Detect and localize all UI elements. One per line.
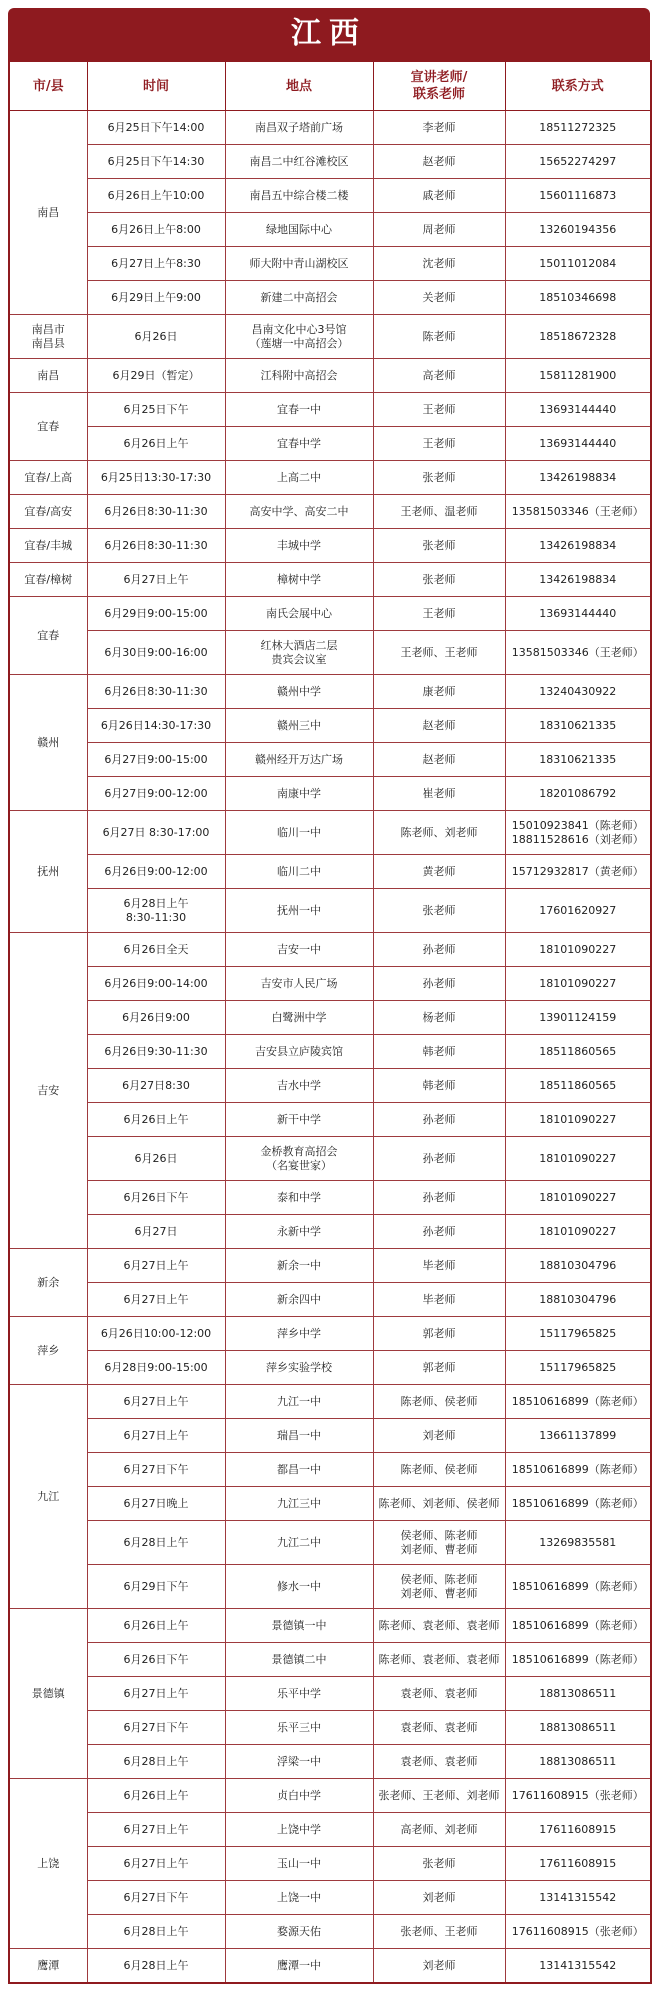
cell-location: 昌南文化中心3号馆 （莲塘一中高招会） [225, 315, 373, 359]
cell-teacher: 王老师 [373, 597, 505, 631]
cell-time: 6月27日上午 [87, 1385, 225, 1419]
cell-contact: 13240430922 [505, 675, 651, 709]
cell-time: 6月27日下午 [87, 1711, 225, 1745]
cell-location: 抚州一中 [225, 889, 373, 933]
header-teacher: 宣讲老师/ 联系老师 [373, 61, 505, 111]
cell-location: 南昌双子塔前广场 [225, 111, 373, 145]
cell-time: 6月29日9:00-15:00 [87, 597, 225, 631]
cell-teacher: 张老师 [373, 1847, 505, 1881]
header-location: 地点 [225, 61, 373, 111]
cell-teacher: 黄老师 [373, 855, 505, 889]
cell-time: 6月28日上午 [87, 1745, 225, 1779]
cell-location: 瑞昌一中 [225, 1419, 373, 1453]
cell-contact: 18510616899（陈老师） [505, 1643, 651, 1677]
cell-city: 赣州 [9, 675, 87, 811]
cell-teacher: 陈老师、刘老师、侯老师 [373, 1487, 505, 1521]
cell-location: 绿地国际中心 [225, 213, 373, 247]
cell-contact: 17611608915 [505, 1813, 651, 1847]
table-row [9, 1181, 651, 1215]
cell-contact: 18813086511 [505, 1677, 651, 1711]
cell-time: 6月25日下午14:00 [87, 111, 225, 145]
cell-time: 6月30日9:00-16:00 [87, 631, 225, 675]
table-row [9, 427, 651, 461]
cell-time: 6月26日下午 [87, 1181, 225, 1215]
cell-city: 宜春/丰城 [9, 529, 87, 563]
cell-city: 景德镇 [9, 1609, 87, 1779]
table-row [9, 889, 651, 933]
cell-teacher: 刘老师 [373, 1419, 505, 1453]
cell-teacher: 张老师、王老师 [373, 1915, 505, 1949]
cell-time: 6月27日上午 [87, 1677, 225, 1711]
cell-time: 6月28日上午 [87, 1949, 225, 1984]
cell-teacher: 赵老师 [373, 709, 505, 743]
cell-location: 南康中学 [225, 777, 373, 811]
cell-teacher: 郭老师 [373, 1317, 505, 1351]
table-row [9, 631, 651, 675]
cell-contact: 18510616899（陈老师） [505, 1453, 651, 1487]
cell-time: 6月26日上午 [87, 1609, 225, 1643]
cell-city: 抚州 [9, 811, 87, 933]
cell-location: 景德镇一中 [225, 1609, 373, 1643]
cell-contact: 13269835581 [505, 1521, 651, 1565]
cell-teacher: 杨老师 [373, 1001, 505, 1035]
cell-city: 吉安 [9, 933, 87, 1249]
cell-contact: 18810304796 [505, 1283, 651, 1317]
table-row [9, 1453, 651, 1487]
cell-time: 6月27日下午 [87, 1881, 225, 1915]
cell-time: 6月26日8:30-11:30 [87, 495, 225, 529]
table-row [9, 281, 651, 315]
cell-location: 新余四中 [225, 1283, 373, 1317]
cell-contact: 18813086511 [505, 1711, 651, 1745]
cell-time: 6月29日上午9:00 [87, 281, 225, 315]
cell-teacher: 韩老师 [373, 1035, 505, 1069]
cell-time: 6月27日上午 [87, 1283, 225, 1317]
cell-contact: 17611608915（张老师） [505, 1915, 651, 1949]
cell-contact: 18813086511 [505, 1745, 651, 1779]
cell-contact: 13141315542 [505, 1949, 651, 1984]
cell-teacher: 袁老师、袁老师 [373, 1745, 505, 1779]
table-row [9, 1249, 651, 1283]
cell-contact: 17601620927 [505, 889, 651, 933]
cell-contact: 13693144440 [505, 427, 651, 461]
schedule-table [8, 60, 652, 1984]
cell-location: 婺源天佑 [225, 1915, 373, 1949]
cell-teacher: 张老师 [373, 889, 505, 933]
table-row [9, 933, 651, 967]
table-row [9, 1847, 651, 1881]
table-row [9, 1103, 651, 1137]
cell-contact: 17611608915（张老师） [505, 1779, 651, 1813]
cell-location: 白鹭洲中学 [225, 1001, 373, 1035]
cell-time: 6月26日上午 [87, 427, 225, 461]
table-row [9, 1001, 651, 1035]
table-row [9, 1881, 651, 1915]
cell-contact: 13693144440 [505, 393, 651, 427]
header-time: 时间 [87, 61, 225, 111]
cell-contact: 18511272325 [505, 111, 651, 145]
cell-time: 6月26日下午 [87, 1643, 225, 1677]
cell-location: 江科附中高招会 [225, 359, 373, 393]
cell-time: 6月27日上午 [87, 563, 225, 597]
cell-teacher: 陈老师、侯老师 [373, 1453, 505, 1487]
cell-teacher: 袁老师、袁老师 [373, 1711, 505, 1745]
cell-teacher: 孙老师 [373, 1215, 505, 1249]
cell-contact: 18101090227 [505, 1137, 651, 1181]
cell-teacher: 高老师 [373, 359, 505, 393]
cell-teacher: 周老师 [373, 213, 505, 247]
cell-time: 6月27日9:00-12:00 [87, 777, 225, 811]
cell-time: 6月25日13:30-17:30 [87, 461, 225, 495]
cell-city: 南昌市 南昌县 [9, 315, 87, 359]
table-row [9, 1215, 651, 1249]
cell-location: 吉水中学 [225, 1069, 373, 1103]
cell-contact: 13693144440 [505, 597, 651, 631]
cell-location: 丰城中学 [225, 529, 373, 563]
cell-time: 6月27日9:00-15:00 [87, 743, 225, 777]
table-row [9, 811, 651, 855]
cell-city: 九江 [9, 1385, 87, 1609]
table-row [9, 1351, 651, 1385]
table-row [9, 1609, 651, 1643]
cell-teacher: 张老师 [373, 529, 505, 563]
cell-city: 宜春/高安 [9, 495, 87, 529]
cell-time: 6月26日9:30-11:30 [87, 1035, 225, 1069]
cell-contact: 18101090227 [505, 1215, 651, 1249]
cell-time: 6月28日上午 [87, 1521, 225, 1565]
cell-teacher: 陈老师、袁老师、袁老师 [373, 1643, 505, 1677]
table-row [9, 743, 651, 777]
cell-contact: 13260194356 [505, 213, 651, 247]
table-row [9, 393, 651, 427]
table-row [9, 1487, 651, 1521]
cell-location: 九江二中 [225, 1521, 373, 1565]
cell-location: 宜春中学 [225, 427, 373, 461]
cell-time: 6月26日9:00-14:00 [87, 967, 225, 1001]
cell-time: 6月27日8:30 [87, 1069, 225, 1103]
cell-location: 景德镇二中 [225, 1643, 373, 1677]
table-row [9, 563, 651, 597]
table-row [9, 213, 651, 247]
cell-contact: 18510616899（陈老师） [505, 1385, 651, 1419]
cell-teacher: 沈老师 [373, 247, 505, 281]
cell-contact: 15117965825 [505, 1351, 651, 1385]
cell-time: 6月27日上午 [87, 1249, 225, 1283]
cell-teacher: 崔老师 [373, 777, 505, 811]
cell-teacher: 郭老师 [373, 1351, 505, 1385]
cell-teacher: 赵老师 [373, 743, 505, 777]
table-row [9, 1779, 651, 1813]
table-row [9, 461, 651, 495]
cell-time: 6月26日8:30-11:30 [87, 675, 225, 709]
cell-teacher: 孙老师 [373, 967, 505, 1001]
cell-contact: 18511860565 [505, 1069, 651, 1103]
cell-location: 鹰潭一中 [225, 1949, 373, 1984]
cell-teacher: 孙老师 [373, 933, 505, 967]
cell-time: 6月27日 [87, 1215, 225, 1249]
cell-teacher: 王老师、温老师 [373, 495, 505, 529]
table-row [9, 709, 651, 743]
cell-location: 吉安一中 [225, 933, 373, 967]
cell-location: 浮梁一中 [225, 1745, 373, 1779]
cell-location: 九江三中 [225, 1487, 373, 1521]
cell-contact: 18510346698 [505, 281, 651, 315]
cell-time: 6月27日晚上 [87, 1487, 225, 1521]
cell-contact: 18511860565 [505, 1035, 651, 1069]
cell-city: 宜春 [9, 393, 87, 461]
cell-location: 永新中学 [225, 1215, 373, 1249]
table-row [9, 1915, 651, 1949]
cell-time: 6月29日（暂定） [87, 359, 225, 393]
cell-teacher: 刘老师 [373, 1949, 505, 1984]
cell-time: 6月26日14:30-17:30 [87, 709, 225, 743]
header-contact: 联系方式 [505, 61, 651, 111]
cell-location: 临川一中 [225, 811, 373, 855]
cell-contact: 13141315542 [505, 1881, 651, 1915]
cell-location: 赣州中学 [225, 675, 373, 709]
table-row [9, 1069, 651, 1103]
cell-contact: 18310621335 [505, 743, 651, 777]
table-row [9, 1565, 651, 1609]
cell-teacher: 戚老师 [373, 179, 505, 213]
table-row [9, 111, 651, 145]
cell-teacher: 张老师 [373, 563, 505, 597]
cell-contact: 18518672328 [505, 315, 651, 359]
cell-location: 九江一中 [225, 1385, 373, 1419]
table-row [9, 179, 651, 213]
cell-contact: 15652274297 [505, 145, 651, 179]
cell-time: 6月26日上午 [87, 1779, 225, 1813]
cell-location: 乐平中学 [225, 1677, 373, 1711]
cell-teacher: 赵老师 [373, 145, 505, 179]
cell-time: 6月29日下午 [87, 1565, 225, 1609]
cell-teacher: 袁老师、袁老师 [373, 1677, 505, 1711]
table-row [9, 529, 651, 563]
cell-location: 泰和中学 [225, 1181, 373, 1215]
cell-time: 6月28日上午 [87, 1915, 225, 1949]
cell-location: 红林大酒店二层 贵宾会议室 [225, 631, 373, 675]
table-row [9, 1419, 651, 1453]
cell-contact: 15601116873 [505, 179, 651, 213]
cell-contact: 18101090227 [505, 933, 651, 967]
cell-time: 6月26日上午10:00 [87, 179, 225, 213]
cell-teacher: 关老师 [373, 281, 505, 315]
table-row [9, 1643, 651, 1677]
page-title: 江西 [8, 8, 650, 60]
cell-contact: 13581503346（王老师） [505, 631, 651, 675]
cell-location: 南氏会展中心 [225, 597, 373, 631]
cell-time: 6月26日上午8:00 [87, 213, 225, 247]
cell-time: 6月27日 8:30-17:00 [87, 811, 225, 855]
cell-teacher: 张老师、王老师、刘老师 [373, 1779, 505, 1813]
table-row [9, 1317, 651, 1351]
cell-time: 6月25日下午 [87, 393, 225, 427]
table-row [9, 1137, 651, 1181]
cell-location: 上饶一中 [225, 1881, 373, 1915]
cell-teacher: 孙老师 [373, 1103, 505, 1137]
cell-contact: 15712932817（黄老师） [505, 855, 651, 889]
cell-teacher: 刘老师 [373, 1881, 505, 1915]
cell-contact: 15117965825 [505, 1317, 651, 1351]
cell-time: 6月26日10:00-12:00 [87, 1317, 225, 1351]
table-header-row [9, 61, 651, 111]
cell-teacher: 陈老师、侯老师 [373, 1385, 505, 1419]
cell-contact: 13426198834 [505, 461, 651, 495]
cell-location: 师大附中青山湖校区 [225, 247, 373, 281]
cell-location: 萍乡实验学校 [225, 1351, 373, 1385]
table-row [9, 145, 651, 179]
cell-contact: 18201086792 [505, 777, 651, 811]
cell-location: 临川二中 [225, 855, 373, 889]
cell-time: 6月26日9:00 [87, 1001, 225, 1035]
cell-location: 赣州三中 [225, 709, 373, 743]
cell-location: 宜春一中 [225, 393, 373, 427]
table-row [9, 1385, 651, 1419]
cell-location: 赣州经开万达广场 [225, 743, 373, 777]
table-row [9, 967, 651, 1001]
cell-location: 都昌一中 [225, 1453, 373, 1487]
cell-contact: 13661137899 [505, 1419, 651, 1453]
cell-contact: 18510616899（陈老师） [505, 1609, 651, 1643]
table-row [9, 1745, 651, 1779]
cell-time: 6月27日上午8:30 [87, 247, 225, 281]
cell-contact: 15011012084 [505, 247, 651, 281]
cell-contact: 18101090227 [505, 1181, 651, 1215]
cell-contact: 18101090227 [505, 1103, 651, 1137]
cell-location: 高安中学、高安二中 [225, 495, 373, 529]
cell-contact: 13581503346（王老师） [505, 495, 651, 529]
cell-time: 6月27日下午 [87, 1453, 225, 1487]
cell-contact: 13901124159 [505, 1001, 651, 1035]
cell-time: 6月27日上午 [87, 1813, 225, 1847]
cell-teacher: 康老师 [373, 675, 505, 709]
table-body [9, 111, 651, 1984]
cell-city: 宜春/樟树 [9, 563, 87, 597]
table-row [9, 1813, 651, 1847]
cell-city: 上饶 [9, 1779, 87, 1949]
cell-time: 6月25日下午14:30 [87, 145, 225, 179]
cell-teacher: 毕老师 [373, 1283, 505, 1317]
cell-city: 南昌 [9, 359, 87, 393]
cell-city: 宜春/上高 [9, 461, 87, 495]
cell-teacher: 侯老师、陈老师 刘老师、曹老师 [373, 1565, 505, 1609]
cell-time: 6月26日 [87, 1137, 225, 1181]
table-row [9, 359, 651, 393]
cell-location: 新余一中 [225, 1249, 373, 1283]
header-city: 市/县 [9, 61, 87, 111]
cell-location: 上饶中学 [225, 1813, 373, 1847]
cell-teacher: 孙老师 [373, 1137, 505, 1181]
cell-contact: 15010923841（陈老师） 18811528616（刘老师） [505, 811, 651, 855]
cell-teacher: 高老师、刘老师 [373, 1813, 505, 1847]
cell-location: 萍乡中学 [225, 1317, 373, 1351]
cell-location: 修水一中 [225, 1565, 373, 1609]
cell-time: 6月28日上午 8:30-11:30 [87, 889, 225, 933]
cell-time: 6月26日 [87, 315, 225, 359]
cell-teacher: 王老师、王老师 [373, 631, 505, 675]
table-row [9, 1711, 651, 1745]
table-row [9, 1677, 651, 1711]
cell-location: 金桥教育高招会 （名宴世家） [225, 1137, 373, 1181]
cell-city: 鹰潭 [9, 1949, 87, 1984]
cell-teacher: 孙老师 [373, 1181, 505, 1215]
cell-location: 吉安市人民广场 [225, 967, 373, 1001]
cell-city: 萍乡 [9, 1317, 87, 1385]
table-row [9, 855, 651, 889]
cell-contact: 18510616899（陈老师） [505, 1487, 651, 1521]
cell-contact: 18310621335 [505, 709, 651, 743]
cell-time: 6月26日全天 [87, 933, 225, 967]
cell-contact: 18101090227 [505, 967, 651, 1001]
cell-teacher: 王老师 [373, 427, 505, 461]
cell-time: 6月26日上午 [87, 1103, 225, 1137]
cell-teacher: 张老师 [373, 461, 505, 495]
cell-time: 6月26日9:00-12:00 [87, 855, 225, 889]
cell-teacher: 毕老师 [373, 1249, 505, 1283]
cell-city: 南昌 [9, 111, 87, 315]
cell-teacher: 李老师 [373, 111, 505, 145]
cell-teacher: 陈老师、袁老师、袁老师 [373, 1609, 505, 1643]
cell-contact: 17611608915 [505, 1847, 651, 1881]
cell-contact: 13426198834 [505, 563, 651, 597]
table-row [9, 597, 651, 631]
cell-contact: 18510616899（陈老师） [505, 1565, 651, 1609]
cell-city: 新余 [9, 1249, 87, 1317]
table-row [9, 1283, 651, 1317]
table-row [9, 247, 651, 281]
cell-location: 南昌五中综合楼二楼 [225, 179, 373, 213]
cell-time: 6月28日9:00-15:00 [87, 1351, 225, 1385]
table-row [9, 495, 651, 529]
cell-time: 6月27日上午 [87, 1419, 225, 1453]
cell-location: 樟树中学 [225, 563, 373, 597]
cell-location: 贞白中学 [225, 1779, 373, 1813]
table-row [9, 777, 651, 811]
cell-location: 新干中学 [225, 1103, 373, 1137]
cell-teacher: 陈老师 [373, 315, 505, 359]
cell-city: 宜春 [9, 597, 87, 675]
cell-contact: 15811281900 [505, 359, 651, 393]
cell-contact: 13426198834 [505, 529, 651, 563]
cell-contact: 18810304796 [505, 1249, 651, 1283]
cell-teacher: 侯老师、陈老师 刘老师、曹老师 [373, 1521, 505, 1565]
cell-location: 乐平三中 [225, 1711, 373, 1745]
cell-time: 6月26日8:30-11:30 [87, 529, 225, 563]
table-row [9, 675, 651, 709]
table-row [9, 1035, 651, 1069]
table-row [9, 1521, 651, 1565]
table-row [9, 1949, 651, 1984]
cell-location: 玉山一中 [225, 1847, 373, 1881]
cell-location: 新建二中高招会 [225, 281, 373, 315]
table-row [9, 315, 651, 359]
cell-location: 南昌二中红谷滩校区 [225, 145, 373, 179]
cell-teacher: 韩老师 [373, 1069, 505, 1103]
cell-location: 上高二中 [225, 461, 373, 495]
cell-time: 6月27日上午 [87, 1847, 225, 1881]
cell-location: 吉安县立庐陵宾馆 [225, 1035, 373, 1069]
cell-teacher: 王老师 [373, 393, 505, 427]
cell-teacher: 陈老师、刘老师 [373, 811, 505, 855]
